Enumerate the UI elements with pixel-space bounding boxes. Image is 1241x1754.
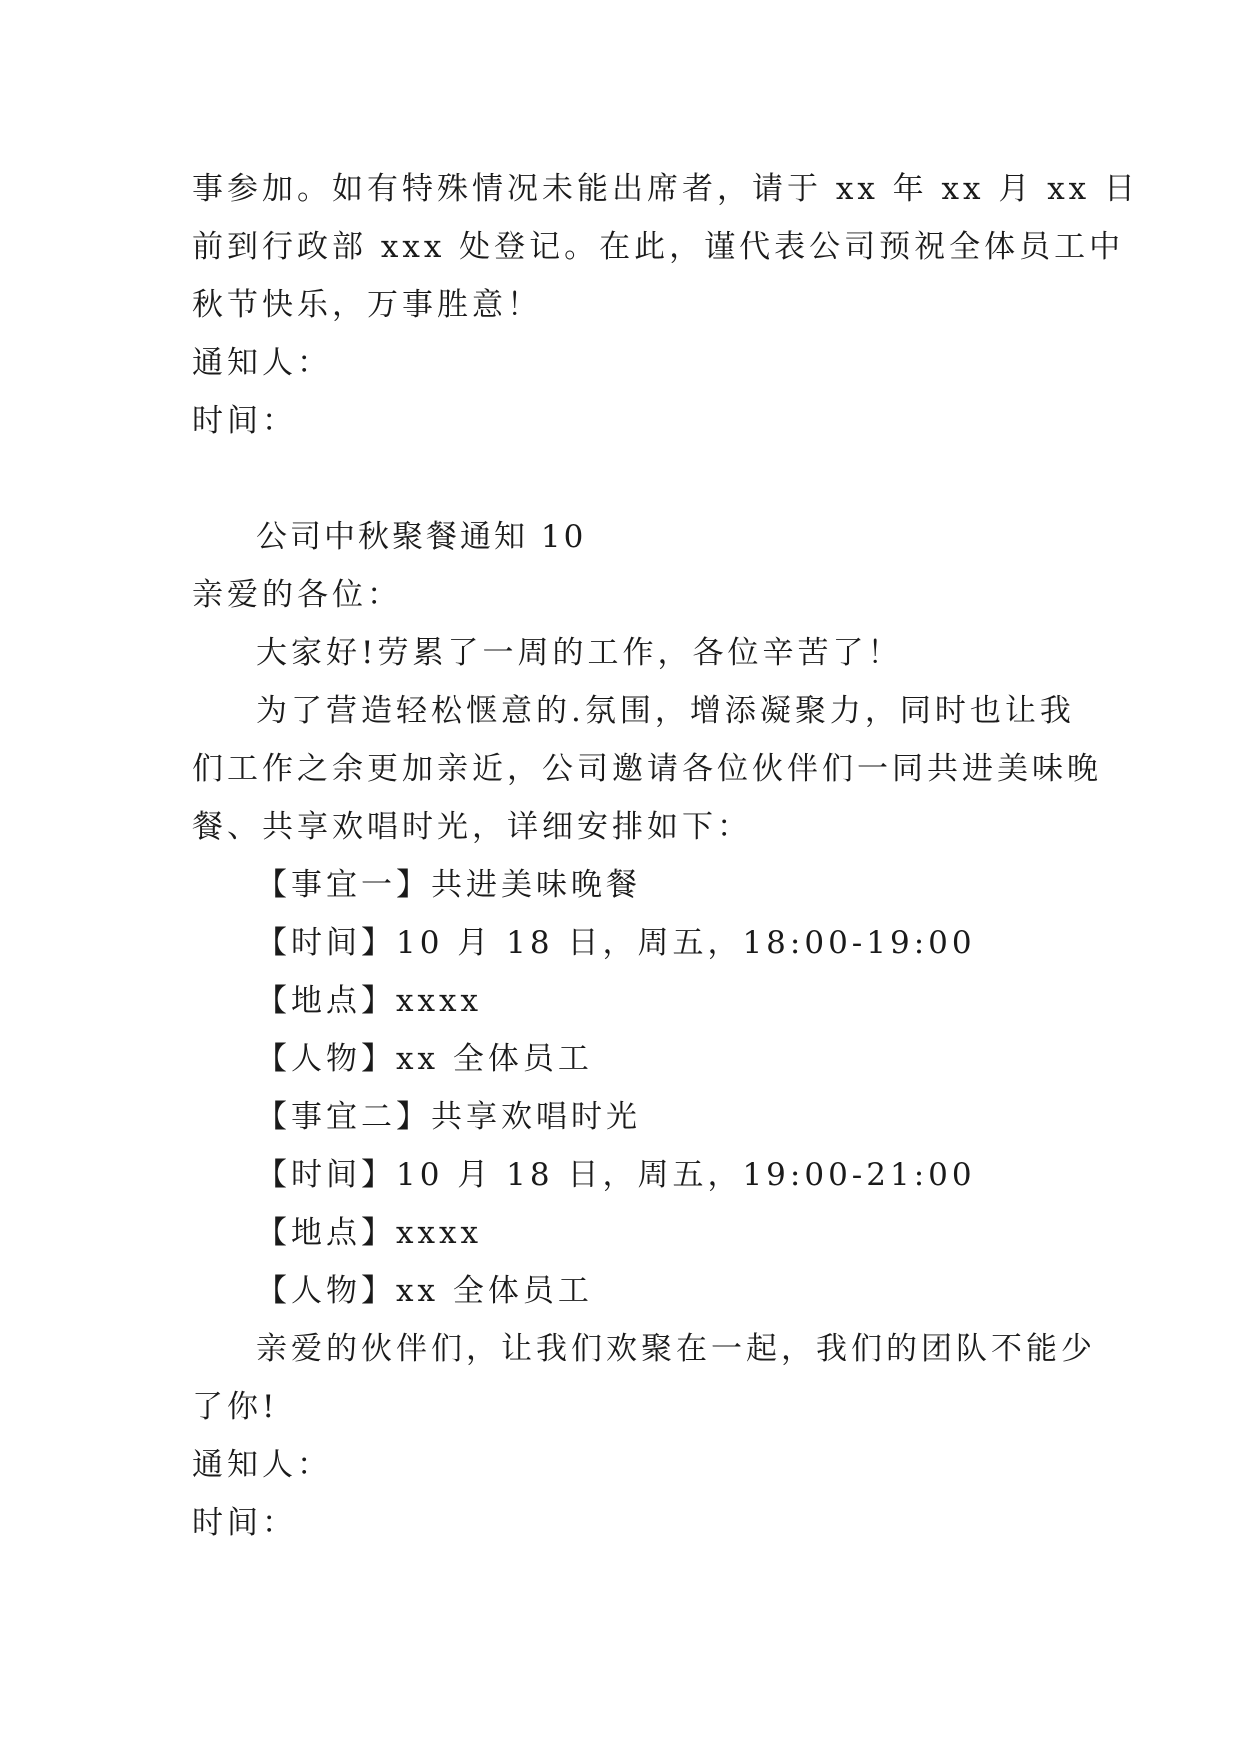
notifier-label: 通知人： xyxy=(192,345,332,381)
schedule-item: 【时间】10 月 18 日，周五，19:00-21:00 xyxy=(256,1157,976,1193)
intro-line: 为了营造轻松惬意的.氛围，增添凝聚力，同时也让我 xyxy=(256,693,1075,729)
time-label: 时间： xyxy=(192,1505,297,1541)
opening-line: 大家好!劳累了一周的工作，各位辛苦了！ xyxy=(256,635,903,671)
schedule-item: 【人物】xx 全体员工 xyxy=(256,1041,593,1077)
time-label: 时间： xyxy=(192,403,297,439)
body-text-line: 前到行政部 xxx 处登记。在此，谨代表公司预祝全体员工中 xyxy=(192,229,1125,265)
closing-line: 了你! xyxy=(192,1389,279,1425)
schedule-item: 【时间】10 月 18 日，周五，18:00-19:00 xyxy=(256,925,976,961)
document-page xyxy=(192,160,1140,1552)
intro-line: 餐、共享欢唱时光，详细安排如下： xyxy=(192,809,752,845)
schedule-item: 【事宜一】共进美味晚餐 xyxy=(256,867,641,903)
closing-line: 亲爱的伙伴们，让我们欢聚在一起，我们的团队不能少 xyxy=(256,1331,1096,1367)
intro-line: 们工作之余更加亲近，公司邀请各位伙伴们一同共进美味晚 xyxy=(192,751,1102,787)
schedule-item: 【地点】xxxx xyxy=(256,983,482,1019)
schedule-item: 【人物】xx 全体员工 xyxy=(256,1273,593,1309)
greeting: 亲爱的各位： xyxy=(192,577,402,613)
notice-title: 公司中秋聚餐通知 10 xyxy=(256,519,587,555)
notifier-label: 通知人： xyxy=(192,1447,332,1483)
schedule-item: 【地点】xxxx xyxy=(256,1215,482,1251)
section-gap xyxy=(192,450,1062,508)
schedule-item: 【事宜二】共享欢唱时光 xyxy=(256,1099,641,1135)
body-text-line: 秋节快乐，万事胜意！ xyxy=(192,287,542,323)
body-text-line: 事参加。如有特殊情况未能出席者，请于 xx 年 xx 月 xx 日 xyxy=(192,171,1140,207)
